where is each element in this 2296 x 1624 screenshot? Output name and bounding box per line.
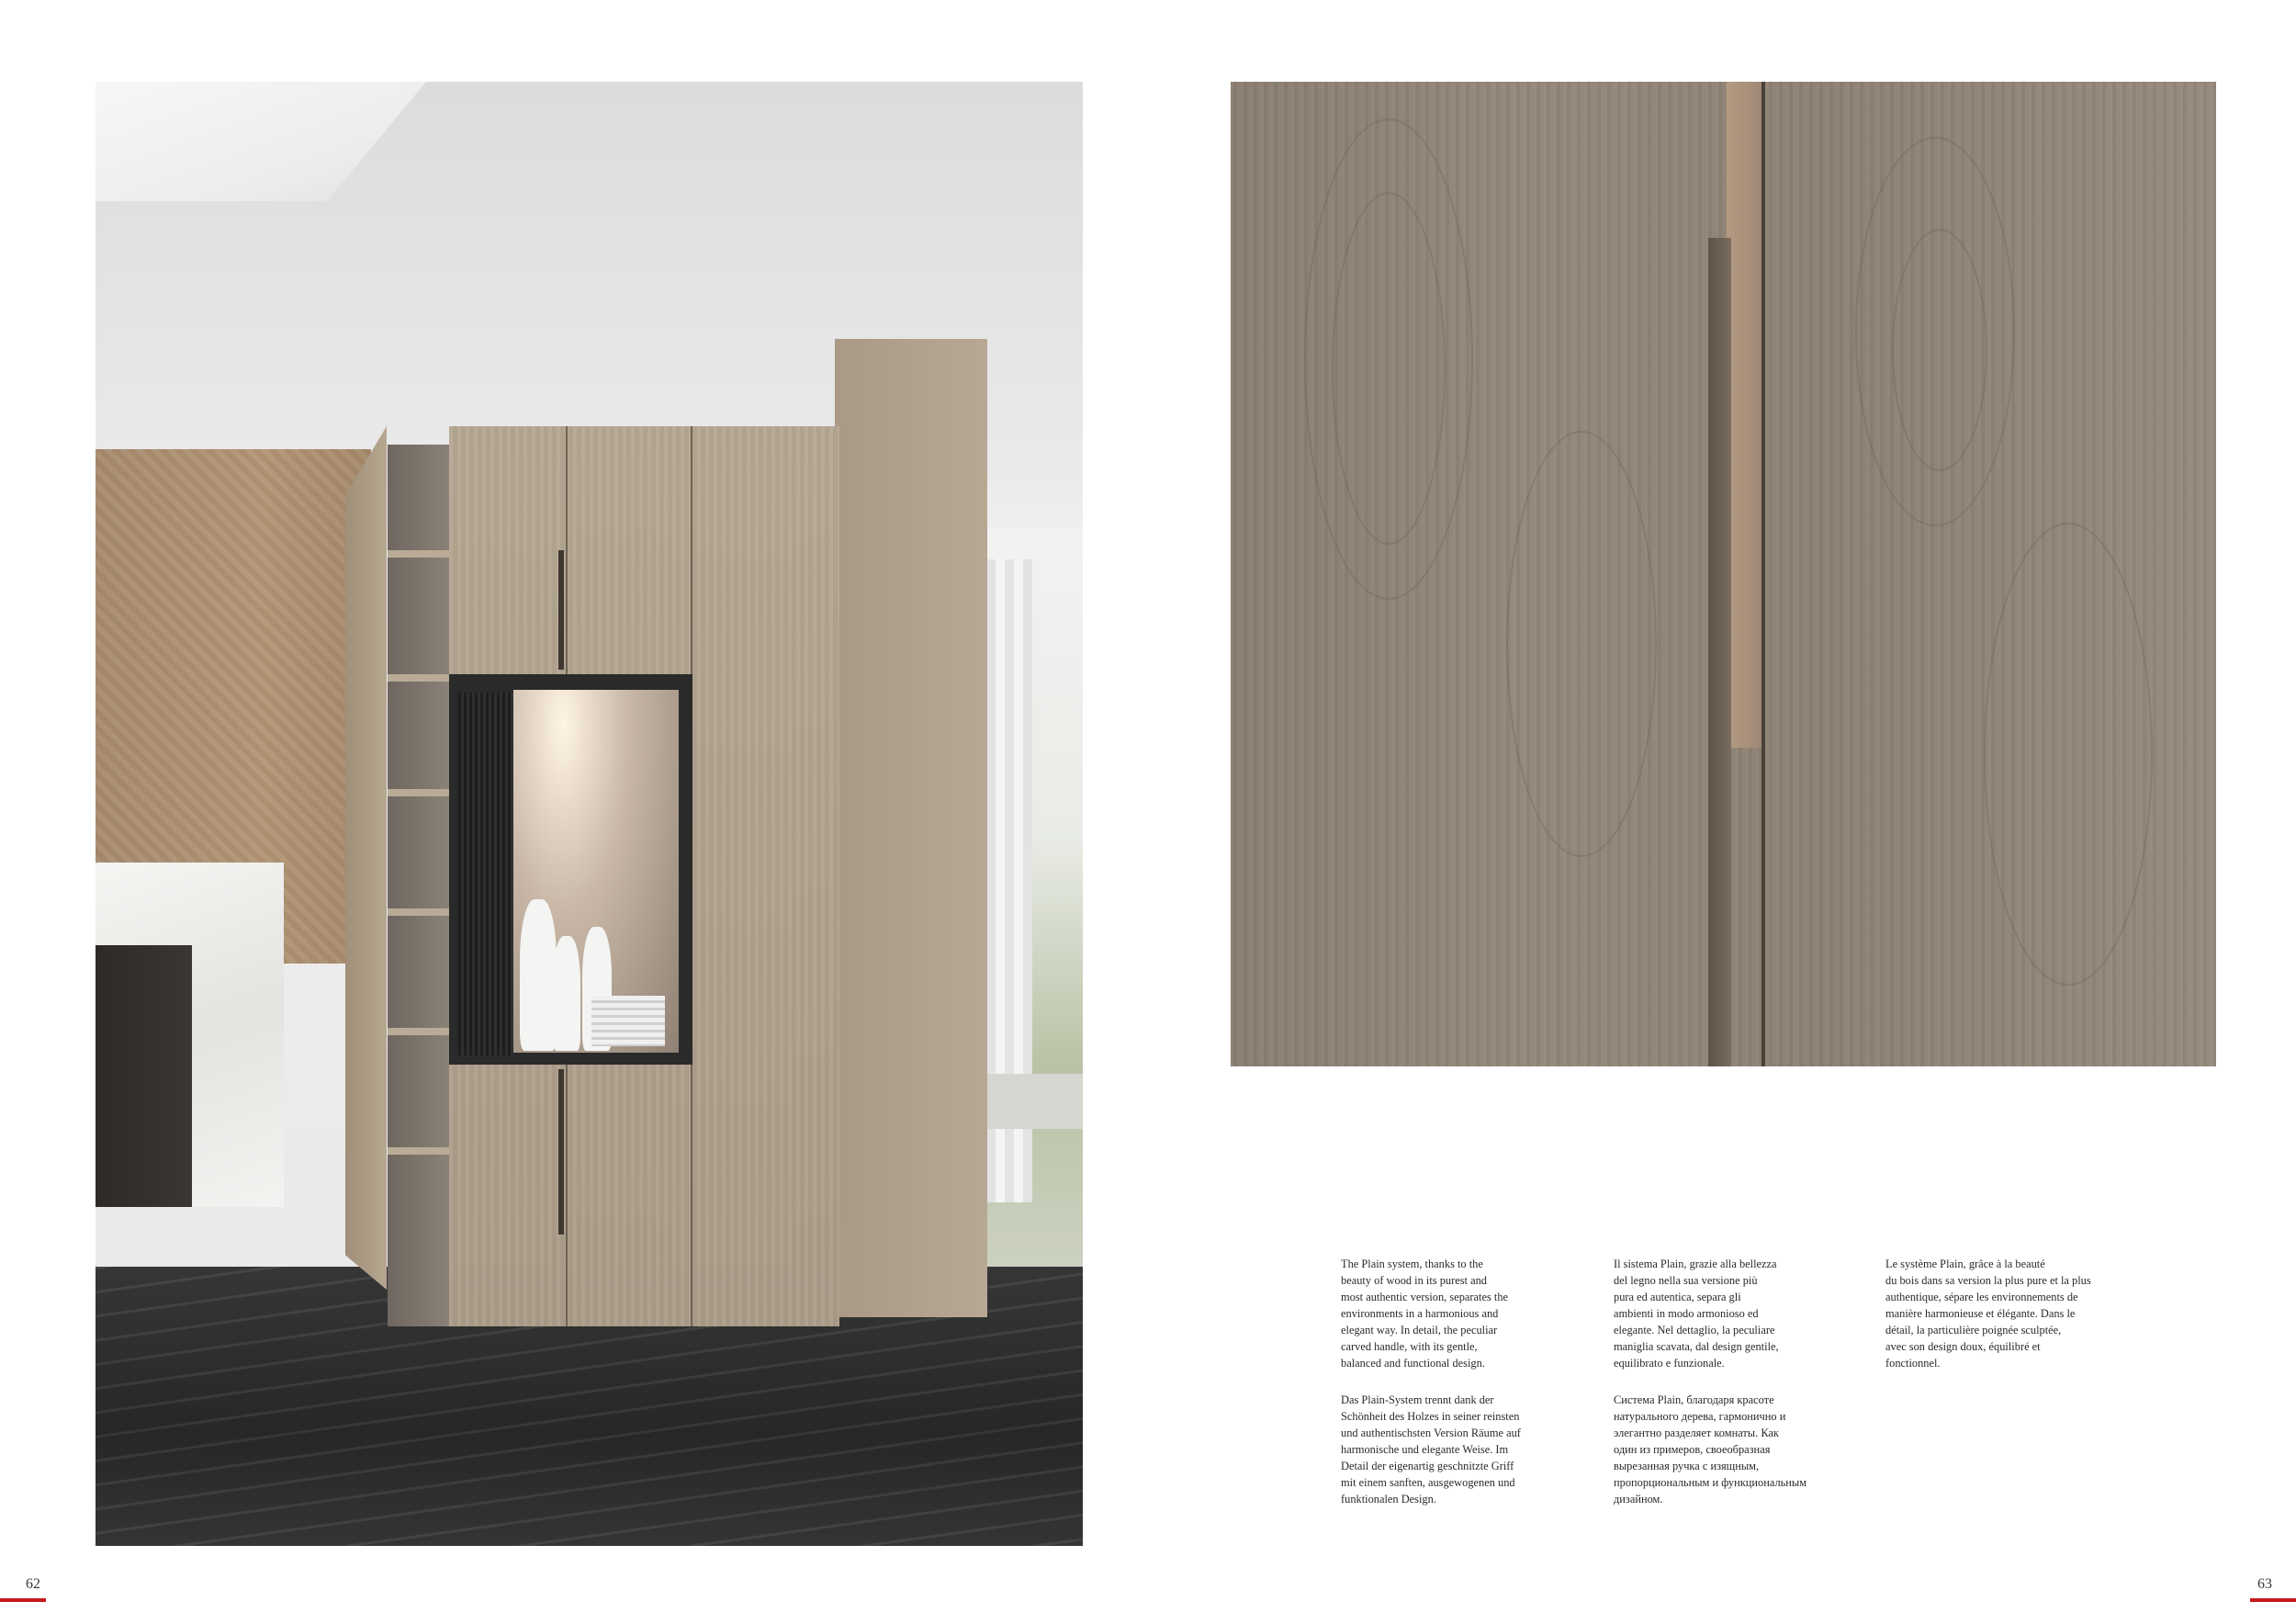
cabinet-side-panel (835, 339, 987, 1317)
page-number-left: 62 (26, 1576, 40, 1592)
shelf (388, 789, 449, 796)
ceiling-recess (96, 82, 426, 201)
sculpture (520, 899, 557, 1051)
carved-handle (558, 550, 564, 670)
carved-handle (558, 1069, 564, 1235)
shelf (388, 550, 449, 558)
shelf (388, 1147, 449, 1155)
book-stack (591, 996, 665, 1046)
living-room-cabinet-photo (96, 82, 1083, 1546)
handle-shadow (1708, 238, 1731, 1066)
shelf (388, 1028, 449, 1035)
shelf (388, 908, 449, 916)
page-accent-bar-left (0, 1598, 46, 1602)
sculpture (553, 936, 580, 1051)
carved-handle-recess (1727, 82, 1763, 748)
shelf (388, 674, 449, 682)
wood-grain (1984, 523, 2153, 986)
description-french: Le système Plain, grâce à la beauté du bois dans sa version la plus pure et la plus authentique, sépare les environnements de manière harmonieuse et élégante. Dans le détail, la particulière poignée sculptée, avec son design doux, équilibré et fonctionnel. (1885, 1257, 2091, 1370)
open-door (345, 426, 387, 1290)
door-seam (1761, 82, 1765, 1066)
fireplace-opening (96, 945, 192, 1207)
description-german: Das Plain-System trennt dank der Schönheit des Holzes in seiner reinsten und authentischsten Version Räume auf harmonische und elegante Weise. Im Detail der eigenartig geschnitzte Griff mit einem sanften, ausgewogenen und funktionalen Design. (1341, 1393, 1521, 1506)
description-russian: Система Plain, благодаря красоте натурального дерева, гармонично и элегантно разделяет комнаты. Как один из примеров, своеобразная вырезанная ручка с изящным, пропорциональным и функциональным дизайном. (1614, 1393, 1807, 1506)
page-number-right: 63 (2257, 1576, 2272, 1592)
page-accent-bar-right (2250, 1598, 2296, 1602)
wood-grain (1332, 192, 1446, 545)
wood-grain (1892, 229, 1987, 471)
wood-grain (1506, 431, 1657, 857)
description-italian: Il sistema Plain, grazie alla bellezza del legno nella sua versione più pura ed autentica, separa gli ambienti in modo armonioso ed elegante. Nel dettaglio, la peculiare maniglia scavata, dal design gentile, equilibrato e funzionale. (1614, 1257, 1779, 1370)
sofa (977, 1074, 1083, 1129)
description-english: The Plain system, thanks to the beauty of wood in its purest and most authentic version, separates the environments in a harmonious and elegant way. In detail, the peculiar carved handle, with its gentle, balanced and functional design. (1341, 1257, 1509, 1370)
open-shelf-unit (388, 445, 449, 1326)
niche-sliding-panel (458, 693, 513, 1055)
wood-door-handle-closeup-photo (1231, 82, 2216, 1066)
